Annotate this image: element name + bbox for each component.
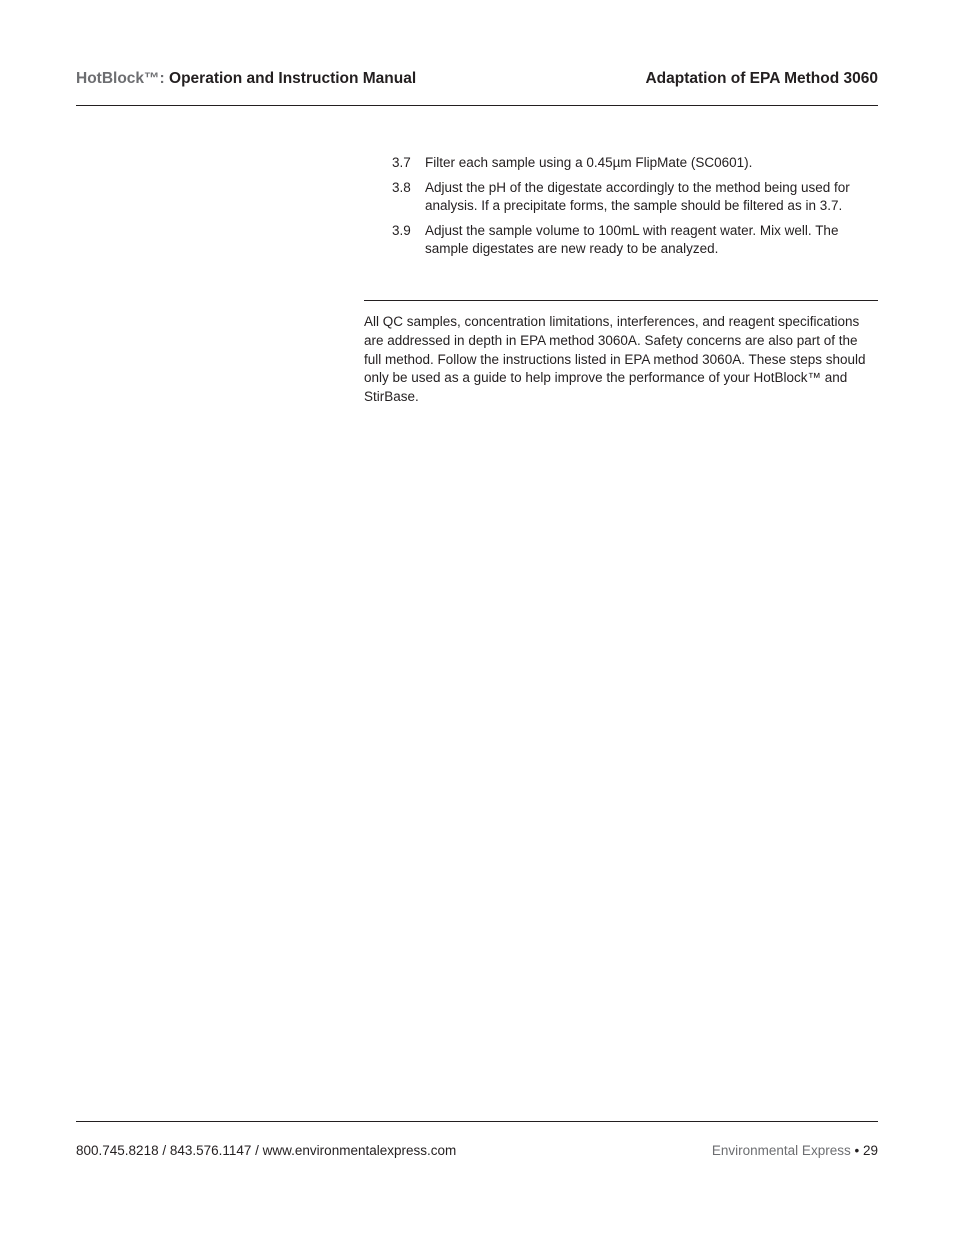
page-header	[76, 70, 878, 94]
step-number: 3.7	[392, 155, 411, 170]
header-title: Operation and Instruction Manual	[169, 70, 417, 87]
header-title-group	[76, 70, 416, 88]
step-number: 3.8	[392, 179, 411, 195]
procedure-step	[392, 154, 878, 173]
procedure-step	[392, 222, 878, 259]
footer-company: Environmental Express	[711, 1143, 851, 1158]
footer-divider	[76, 1121, 878, 1122]
qc-note-text: All QC samples, concentration limitations, interferences, and reagent specifications are addressed in depth in EPA method 3060A. Safety concerns are also part of the full method. Follow the instructions listed in EPA method 3060A. These steps should only be used as a guide to help improve the performance of your HotBlock™ and StirBase.	[364, 314, 866, 405]
step-text: Adjust the pH of the digestate accordingly to the method being used for analysis. If a precipitate forms, the sample should be filtered as in 3.7.	[425, 179, 850, 213]
header-brand: HotBlock™:	[76, 70, 165, 87]
page-number: 29	[862, 1143, 878, 1158]
section-divider	[364, 300, 878, 301]
step-number: 3.9	[392, 222, 411, 238]
header-divider	[76, 105, 878, 106]
procedure-steps	[392, 154, 878, 265]
procedure-step	[392, 179, 878, 216]
step-text: Filter each sample using a 0.45µm FlipMate (SC0601).	[425, 155, 753, 170]
qc-note	[364, 313, 878, 407]
page-footer	[76, 1143, 878, 1163]
footer-contact: 800.745.8218 / 843.576.1147 / www.environmentalexpress.com	[76, 1143, 457, 1158]
step-text: Adjust the sample volume to 100mL with reagent water. Mix well. The sample digestates are new ready to be analyzed.	[425, 222, 839, 256]
header-section-title: Adaptation of EPA Method 3060	[645, 70, 878, 87]
footer-page-info	[712, 1143, 878, 1158]
footer-separator: •	[854, 1143, 860, 1158]
